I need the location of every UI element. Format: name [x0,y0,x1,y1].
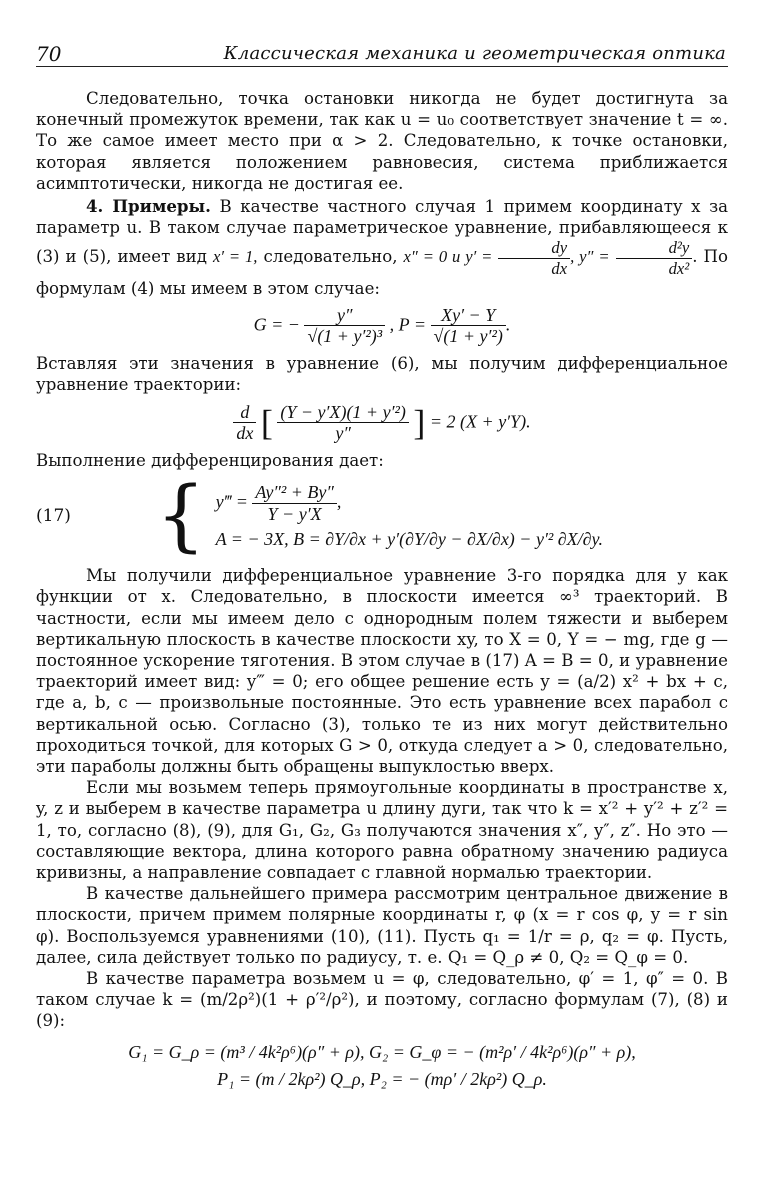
paragraph-examples [36,196,728,299]
section-heading: 4. Примеры. [86,196,211,217]
page-number: 70 [36,42,62,66]
examples-text-b: следовательно, [263,247,398,267]
left-brace: { [156,471,206,562]
examples-text-a: В качестве частного случая 1 примем координату x за параметр u. В таком случае параметрическое уравнение, прибавляющееся к (3) и (5), имеет вид [36,197,729,267]
equation-number-17: (17) [36,505,71,526]
fraction-d2y-dx2: $\frac{\text{d²y}}{\text{dx²}}$ [616,238,693,277]
running-title: Классическая механика и геометрическая оптика [223,43,726,64]
paragraph-stopping-point: Следовательно, точка остановки никогда не будет достигнута за конечный промежуток времени, так как u = u₀ соответствует значение t = ∞. То же самое имеет место при α > 2. Следовательно, к точке остановки, которая является положением равновесия, система приближается асимптотически, никогда не достигая ее. [36,89,728,193]
paragraph-third-order: Мы получили дифференциальное уравнение 3-го порядка для y как функции от x. Следовательно, в плоскости имеется ∞³ траекторий. В частности, если мы имеем дело с однородным полем тяжести и выберем вертикальную плоскость в качестве плоскости xy, то X = 0, Y = − mg, где g — постоянное ускорение тяготения. В этом случае в (17) A = B = 0, и уравнение траекторий имеет вид: y‴ = 0; его общее решение есть y = (a/2) x² + bx + c, где a, b, c — произвольные постоянные. Это есть уравнение всех парабол с вертикальной осью. Согласно (3), только те из них могут действительно проходиться точкой, для которых G > 0, откуда следует a > 0, следовательно, эти параболы должны быть обращены выпуклостью вверх. [36,566,728,776]
running-header [36,40,728,67]
eq-x-prime: x′ = 1, [212,247,258,267]
equation-G-P: G = − $\frac{y''}{\text{√(1 + y′²)³}}$ , P = $\frac{Xy' - Y}{\text{√(1 + y′²)}}$ . [253,304,511,347]
equation-trajectory: $\frac{d}{dx}$ [ $\frac{\text{(Y − y′X)(1 + y′²)}}{y''}$ ] = 2 (X + y′Y). [36,402,728,444]
paragraph-parameter: В качестве параметра возьмем u = φ, следовательно, φ′ = 1, φ″ = 0. В таком случае k = (m/2ρ²)(1 + ρ′²/ρ²), и поэтому, согласно формулам (7), (8) и (9): [36,969,728,1031]
equation-17-line2: A = − 3X, B = ∂Y/∂x + y′(∂Y/∂y − ∂X/∂x) − y′² ∂X/∂y. [215,528,604,549]
page-body [36,88,728,1096]
examples-text-c: . По формулам (4) мы имеем в этом случае: [36,247,728,298]
paragraph-central-motion: В качестве дальнейшего примера рассмотрим центральное движение в плоскости, причем примем полярные координаты r, φ (x = r cos φ, y = r sin φ). Воспользуемся уравнениями (10), (11). Пусть q₁ = 1/r = ρ, q₂ = φ. Пусть, далее, сила действует только по радиусу, т. е. Q₁ = Q_ρ ≠ 0, Q₂ = Q_φ = 0. [36,884,728,967]
fraction-dy-dx: $\frac{dy}{dx}$ [498,238,570,277]
paragraph-differentiation: Выполнение дифференцирования дает: [36,450,384,470]
paragraph-rectangular-coords: Если мы возьмем теперь прямоугольные координаты в пространстве x, y, z и выберем в качестве параметра u длину дуги, так что k = x′² + y′² + z′² = 1, то, согласно (8), (9), для G₁, G₂, G₃ получаются значения x″, y″, z″. Но это — составляющие вектора, длина которого равна обратному значению радиуса кривизны, а направление совпадает с главной нормалью траектории. [36,778,728,882]
eq-x-double-prime: x″ = 0 и y′ = [403,247,493,267]
equation-P1-P2: P₁ = (m / 2kρ²) Q_ρ, P₂ = − (mρ′ / 2kρ²) Q_ρ. [217,1068,547,1089]
paragraph-insert-values: Вставляя эти значения в уравнение (6), мы получим дифференциальное уравнение траектории: [36,354,728,395]
equation-17 [36,471,728,562]
eq-y-double-prime: , y″ = [570,247,610,267]
equation-17-line1: y‴ = $\frac{\text{Ay″² + By″}}{Y - y'X}$ , [215,482,342,525]
equation-G1-G2: G₁ = G_ρ = (m³ / 4k²ρ⁶)(ρ″ + ρ), G₂ = G_φ = − (m²ρ′ / 4k²ρ⁶)(ρ″ + ρ), [128,1041,636,1062]
